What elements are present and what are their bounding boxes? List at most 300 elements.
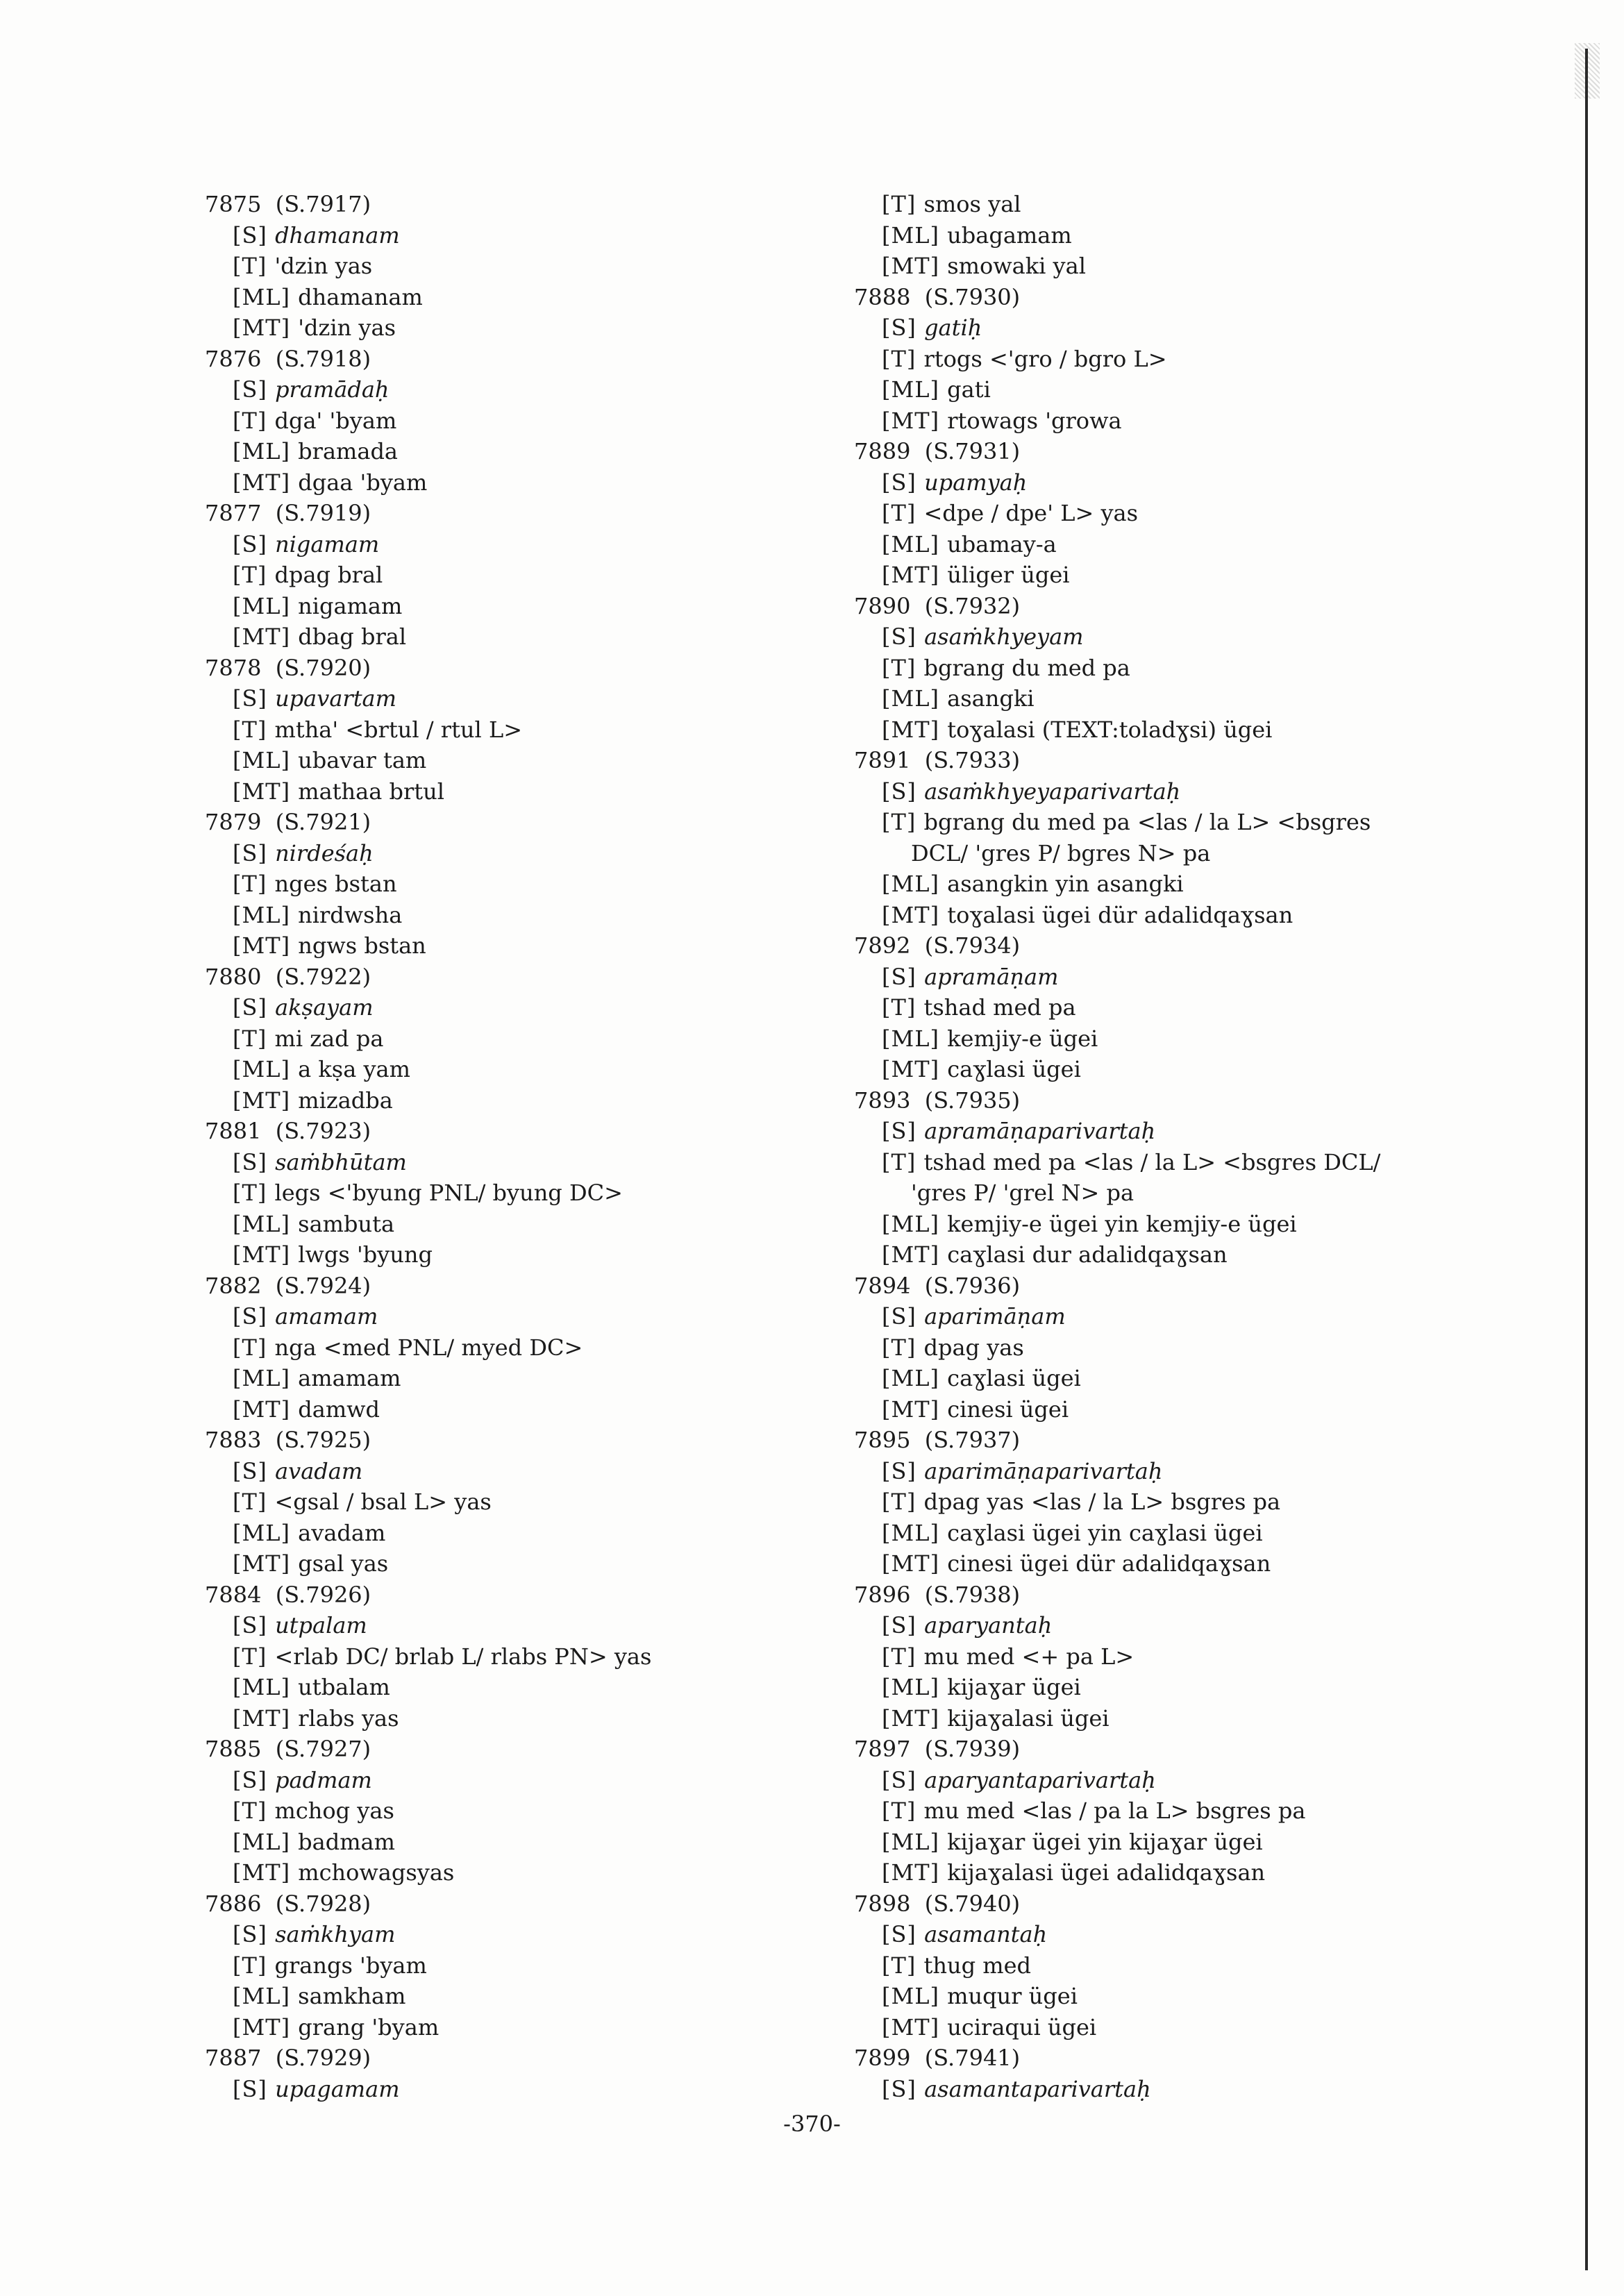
field-tag: [S] <box>233 1766 276 1793</box>
field-tag: [S] <box>233 839 276 866</box>
mongol-lit-line-text: ubamay-a <box>947 530 1057 558</box>
entry-ref: (S.7929) <box>275 2045 371 2071</box>
mongol-trans-line <box>205 1394 899 1425</box>
mongol-lit-line <box>854 1363 1548 1394</box>
field-tag: [ML] <box>882 871 948 897</box>
field-tag: [T] <box>233 1334 275 1361</box>
field-tag: [S] <box>233 1457 276 1484</box>
mongol-lit-line <box>854 220 1548 251</box>
tibetan-line <box>205 251 899 282</box>
tibetan-line <box>205 1178 899 1209</box>
right-column <box>854 189 1548 2104</box>
field-tag: [ML] <box>882 1983 948 2009</box>
mongol-trans-line-text: uciraqui ügei <box>947 2013 1097 2041</box>
entry-number <box>854 1425 1548 1456</box>
entry-ref: (S.7925) <box>275 1427 371 1453</box>
field-tag: [MT] <box>233 1859 299 1886</box>
sanskrit-line <box>854 776 1548 807</box>
mongol-lit-line-text: nirdwsha <box>298 901 403 928</box>
field-tag: [ML] <box>233 1674 299 1700</box>
entry-ref: (S.7928) <box>275 1890 371 1917</box>
field-tag: [T] <box>233 871 275 897</box>
mongol-trans-line-text: dbag bral <box>298 623 407 650</box>
tibetan-line <box>854 1147 1548 1178</box>
entry-id: 7882 <box>205 1272 262 1299</box>
field-tag: [ML] <box>882 376 948 403</box>
mongol-lit-line <box>205 1054 899 1085</box>
tibetan-line-text: dpag yas <box>923 1334 1024 1361</box>
entry-ref: (S.7938) <box>924 1581 1021 1608</box>
entry-ref: (S.7927) <box>275 1736 371 1762</box>
mongol-trans-line <box>854 1857 1548 1888</box>
tibetan-line-text: <rlab DC/ brlab L/ rlabs PN> yas <box>274 1643 652 1670</box>
field-tag: [MT] <box>882 1056 948 1082</box>
mongol-lit-line-text: sambuta <box>298 1210 395 1237</box>
field-tag: [MT] <box>882 1550 948 1577</box>
field-tag: [S] <box>882 1921 925 1947</box>
field-tag: [S] <box>882 623 925 650</box>
mongol-trans-line-text: caɣlasi ügei <box>947 1056 1081 1082</box>
entry-number <box>854 282 1548 313</box>
entry-number <box>854 1888 1548 1920</box>
mongol-lit-line-text: a kṣa yam <box>298 1056 410 1082</box>
field-tag: [MT] <box>233 1241 299 1268</box>
tibetan-line-text: dga' 'byam <box>274 407 397 434</box>
entry-ref: (S.7936) <box>924 1272 1021 1299</box>
sanskrit-line-text: pramādaḥ <box>275 376 390 403</box>
entry-id: 7878 <box>205 654 262 681</box>
tibetan-line <box>854 653 1548 684</box>
mongol-trans-line <box>854 1239 1548 1271</box>
sanskrit-line-text: dhamanam <box>275 221 400 249</box>
entry-number <box>205 962 899 993</box>
entry-ref: (S.7926) <box>275 1581 371 1608</box>
mongol-trans-line <box>854 900 1548 931</box>
field-tag: [ML] <box>233 901 299 928</box>
field-tag: [T] <box>882 1148 924 1175</box>
entry-ref: (S.7937) <box>924 1427 1021 1453</box>
mongol-trans-line-text: ngws bstan <box>298 932 426 959</box>
mongol-lit-line <box>854 869 1548 900</box>
sanskrit-line-text: asaṁkhyeyam <box>924 623 1084 650</box>
mongol-trans-line-text: smowaki yal <box>947 253 1086 279</box>
field-tag: [T] <box>882 1798 924 1824</box>
mongol-lit-line <box>205 1981 899 2012</box>
field-tag: [MT] <box>882 1396 948 1423</box>
field-tag: [MT] <box>233 2013 299 2041</box>
mongol-trans-line-text: rtowags 'growa <box>947 407 1122 434</box>
mongol-lit-line <box>205 1363 899 1394</box>
field-tag: [MT] <box>233 469 299 496</box>
field-tag: [T] <box>882 191 924 217</box>
mongol-lit-line <box>205 436 899 467</box>
field-tag: [S] <box>882 469 925 496</box>
mongol-trans-line <box>854 1394 1548 1425</box>
mongol-lit-line <box>854 683 1548 714</box>
field-tag: [MT] <box>882 1241 948 1268</box>
tibetan-line <box>205 560 899 591</box>
entry-ref: (S.7941) <box>924 2045 1021 2071</box>
entry-id: 7879 <box>205 809 262 835</box>
entry-id: 7886 <box>205 1890 262 1917</box>
tibetan-line-text: rtogs <'gro / bgro L> <box>923 345 1167 372</box>
tibetan-line-text: dpag bral <box>274 562 383 588</box>
field-tag: [T] <box>233 562 275 588</box>
field-tag: [ML] <box>882 1365 948 1391</box>
field-tag: [S] <box>233 530 276 558</box>
tibetan-line <box>854 344 1548 375</box>
tibetan-line <box>205 714 899 746</box>
sanskrit-line-text: aparimāṇaparivartaḥ <box>924 1457 1163 1484</box>
entry-id: 7893 <box>854 1087 911 1114</box>
sanskrit-line <box>854 1301 1548 1332</box>
mongol-trans-line-text: mathaa brtul <box>298 778 444 805</box>
field-tag: [ML] <box>233 283 299 310</box>
entry-id: 7889 <box>854 438 911 464</box>
field-tag: [S] <box>882 1457 925 1484</box>
mongol-trans-line-text: üliger ügei <box>947 562 1070 588</box>
field-tag: [ML] <box>882 1828 948 1855</box>
sanskrit-line <box>854 1456 1548 1487</box>
field-tag: [S] <box>882 315 925 341</box>
sanskrit-line-text: upamyaḥ <box>924 469 1028 496</box>
field-tag: [MT] <box>882 1859 948 1886</box>
field-tag: [ML] <box>882 1674 948 1700</box>
tibetan-line-text: mtha' <brtul / rtul L> <box>274 716 522 743</box>
field-tag: [ML] <box>233 438 299 464</box>
field-tag: [T] <box>233 1952 275 1979</box>
entry-id: 7895 <box>854 1427 911 1453</box>
entry-number <box>854 745 1548 776</box>
sanskrit-line-text: gatiḥ <box>924 315 982 341</box>
sanskrit-line <box>205 838 899 869</box>
tibetan-line-cont <box>854 838 1548 869</box>
field-tag: [ML] <box>233 747 299 773</box>
mongol-lit-line <box>854 1981 1548 2012</box>
tibetan-line <box>205 1486 899 1518</box>
sanskrit-line-text: upavartam <box>275 685 396 712</box>
mongol-trans-line-text: rlabs yas <box>298 1704 399 1732</box>
sanskrit-line-text: saṁbhūtam <box>275 1148 407 1175</box>
field-tag: [S] <box>233 685 276 712</box>
tibetan-line-text: 'dzin yas <box>274 253 373 279</box>
tibetan-line-text: tshad med pa <las / la L> <bsgres DCL/ <box>923 1148 1381 1175</box>
mongol-lit-line-text: bramada <box>298 438 398 464</box>
entry-ref: (S.7918) <box>275 345 371 372</box>
tibetan-line-text: mi zad pa <box>274 1025 384 1052</box>
mongol-lit-line-text: badmam <box>298 1828 395 1855</box>
field-tag: [T] <box>233 1025 275 1052</box>
mongol-lit-line <box>854 1023 1548 1055</box>
field-tag: [S] <box>882 1303 925 1330</box>
tibetan-line-cont-text: DCL/ 'gres P/ bgres N> pa <box>911 839 1211 866</box>
sanskrit-line <box>854 2074 1548 2105</box>
field-tag: [T] <box>882 1334 924 1361</box>
mongol-lit-line-text: ubavar tam <box>298 747 427 773</box>
page-number: -370- <box>783 2111 841 2137</box>
field-tag: [T] <box>233 716 275 743</box>
sanskrit-line <box>205 2074 899 2105</box>
entry-id: 7876 <box>205 345 262 372</box>
field-tag: [S] <box>233 221 276 249</box>
sanskrit-line <box>205 529 899 560</box>
entry-number <box>205 807 899 838</box>
sanskrit-line-text: aparyantaḥ <box>924 1612 1053 1639</box>
mongol-lit-line-text: nigamam <box>298 592 403 619</box>
mongol-lit-line <box>205 591 899 622</box>
mongol-lit-line-text: gati <box>947 376 991 403</box>
sanskrit-line <box>854 962 1548 993</box>
entry-id: 7897 <box>854 1736 911 1762</box>
field-tag: [T] <box>882 1489 924 1515</box>
entry-ref: (S.7921) <box>275 809 371 835</box>
field-tag: [S] <box>233 1148 276 1175</box>
field-tag: [T] <box>233 407 275 434</box>
sanskrit-line-text: nirdeśaḥ <box>275 839 374 866</box>
mongol-trans-line-text: kijaɣalasi ügei adalidqaɣsan <box>947 1859 1266 1886</box>
mongol-trans-line <box>205 2012 899 2043</box>
mongol-trans-line <box>205 1857 899 1888</box>
tibetan-line <box>854 1332 1548 1364</box>
field-tag: [S] <box>233 1921 276 1947</box>
sanskrit-line <box>854 1116 1548 1147</box>
tibetan-line <box>854 1641 1548 1673</box>
mongol-trans-line <box>854 1548 1548 1579</box>
field-tag: [MT] <box>233 1396 299 1423</box>
mongol-trans-line-text: cinesi ügei <box>947 1396 1069 1423</box>
field-tag: [MT] <box>882 562 948 588</box>
mongol-trans-line <box>854 1054 1548 1085</box>
mongol-lit-line <box>205 1827 899 1858</box>
entry-number <box>854 1734 1548 1765</box>
entry-id: 7892 <box>854 932 911 959</box>
tibetan-line <box>205 405 899 437</box>
mongol-lit-line-text: avadam <box>298 1519 386 1546</box>
entry-ref: (S.7940) <box>924 1890 1021 1917</box>
entry-id: 7887 <box>205 2045 262 2071</box>
field-tag: [MT] <box>233 1087 299 1114</box>
mongol-lit-line <box>854 374 1548 405</box>
entry-number <box>205 344 899 375</box>
entry-ref: (S.7917) <box>275 191 371 217</box>
sanskrit-line <box>854 312 1548 344</box>
field-tag: [T] <box>233 253 275 279</box>
field-tag: [ML] <box>882 530 948 558</box>
tibetan-line <box>205 1023 899 1055</box>
mongol-lit-line-text: kijaɣar ügei yin kijaɣar ügei <box>947 1828 1263 1855</box>
field-tag: [MT] <box>233 315 299 341</box>
sanskrit-line <box>205 1456 899 1487</box>
sanskrit-line-text: apramāṇaparivartaḥ <box>924 1118 1156 1144</box>
entry-ref: (S.7922) <box>275 963 371 990</box>
sanskrit-line-text: apramāṇam <box>924 963 1059 990</box>
field-tag: [ML] <box>233 1365 299 1391</box>
mongol-lit-line-text: dhamanam <box>298 283 423 310</box>
mongol-lit-line-text: asangkin yin asangki <box>947 871 1184 897</box>
entry-ref: (S.7920) <box>275 654 371 681</box>
field-tag: [T] <box>882 345 924 372</box>
left-column <box>205 189 899 2104</box>
mongol-lit-line <box>854 1209 1548 1240</box>
mongol-trans-line <box>854 560 1548 591</box>
entry-number <box>854 591 1548 622</box>
mongol-trans-line <box>205 621 899 653</box>
tibetan-line-text: mu med <las / pa la L> bsgres pa <box>923 1798 1306 1824</box>
entry-number <box>205 2043 899 2074</box>
tibetan-line-text: grangs 'byam <box>274 1952 427 1979</box>
mongol-trans-line <box>205 930 899 962</box>
field-tag: [ML] <box>233 592 299 619</box>
tibetan-line-cont <box>854 1178 1548 1209</box>
sanskrit-line <box>205 1301 899 1332</box>
entry-number <box>205 498 899 529</box>
tibetan-line-text: tshad med pa <box>923 994 1076 1021</box>
sanskrit-line-text: akṣayam <box>275 994 374 1021</box>
sanskrit-line <box>205 1919 899 1950</box>
mongol-lit-line <box>854 1827 1548 1858</box>
mongol-lit-line-text: kemjiy-e ügei <box>947 1025 1098 1052</box>
entry-ref: (S.7924) <box>275 1272 371 1299</box>
field-tag: [T] <box>882 1643 924 1670</box>
entry-number <box>854 1579 1548 1611</box>
field-tag: [ML] <box>882 685 948 712</box>
mongol-trans-line-text: caɣlasi dur adalidqaɣsan <box>947 1241 1228 1268</box>
sanskrit-line <box>205 683 899 714</box>
field-tag: [S] <box>882 963 925 990</box>
entry-number <box>205 653 899 684</box>
mongol-trans-line-text: toɣalasi (TEXT:toladɣsi) ügei <box>947 716 1273 743</box>
sanskrit-line <box>205 1147 899 1178</box>
entry-id: 7875 <box>205 191 262 217</box>
tibetan-line <box>854 992 1548 1023</box>
tibetan-line-text: mu med <+ pa L> <box>923 1643 1135 1670</box>
mongol-trans-line <box>205 1703 899 1734</box>
sanskrit-line-text: amamam <box>275 1303 378 1330</box>
entry-ref: (S.7930) <box>924 283 1021 310</box>
field-tag: [S] <box>882 778 925 805</box>
sanskrit-line <box>205 374 899 405</box>
entry-number <box>205 1116 899 1147</box>
entry-ref: (S.7923) <box>275 1118 371 1144</box>
mongol-lit-line <box>854 1518 1548 1549</box>
field-tag: [ML] <box>233 1519 299 1546</box>
entry-number <box>854 930 1548 962</box>
field-tag: [T] <box>882 994 924 1021</box>
field-tag: [ML] <box>233 1983 299 2009</box>
tibetan-line-text: thug med <box>923 1952 1031 1979</box>
mongol-trans-line-text: mchowagsyas <box>298 1859 455 1886</box>
entry-id: 7898 <box>854 1890 911 1917</box>
field-tag: [S] <box>882 2075 925 2102</box>
tibetan-line-text: bgrang du med pa <las / la L> <bsgres <box>923 809 1371 835</box>
sanskrit-line-text: asamantaḥ <box>924 1921 1048 1947</box>
field-tag: [S] <box>882 1612 925 1639</box>
mongol-trans-line <box>205 776 899 807</box>
sanskrit-line <box>205 1765 899 1796</box>
tibetan-line <box>205 1795 899 1827</box>
mongol-lit-line-text: utbalam <box>298 1674 390 1700</box>
mongol-trans-line-text: cinesi ügei dür adalidqaɣsan <box>947 1550 1271 1577</box>
field-tag: [MT] <box>882 2013 948 2041</box>
entry-id: 7890 <box>854 592 911 619</box>
tibetan-line-cont-text: 'gres P/ 'grel N> pa <box>911 1180 1135 1206</box>
field-tag: [MT] <box>882 1704 948 1732</box>
tibetan-line-text: nges bstan <box>274 871 397 897</box>
field-tag: [MT] <box>233 1704 299 1732</box>
mongol-trans-line-text: 'dzin yas <box>298 315 396 341</box>
entry-id: 7881 <box>205 1118 262 1144</box>
mongol-trans-line-text: lwgs 'byung <box>298 1241 433 1268</box>
sanskrit-line <box>854 467 1548 498</box>
mongol-trans-line <box>854 1703 1548 1734</box>
entry-ref: (S.7931) <box>924 438 1021 464</box>
field-tag: [ML] <box>233 1828 299 1855</box>
mongol-trans-line-text: toɣalasi ügei dür adalidqaɣsan <box>947 901 1294 928</box>
field-tag: [S] <box>233 1612 276 1639</box>
mongol-trans-line <box>205 467 899 498</box>
field-tag: [T] <box>233 1489 275 1515</box>
entry-number <box>205 189 899 220</box>
tibetan-line <box>205 1950 899 1981</box>
mongol-lit-line <box>205 1672 899 1703</box>
entry-id: 7891 <box>854 747 911 773</box>
mongol-lit-line <box>205 1518 899 1549</box>
field-tag: [ML] <box>882 1210 948 1237</box>
tibetan-line-text: <gsal / bsal L> yas <box>274 1489 492 1515</box>
entry-ref: (S.7919) <box>275 500 371 526</box>
field-tag: [T] <box>882 500 924 526</box>
mongol-lit-line-text: ubagamam <box>947 221 1072 249</box>
entry-number <box>205 1888 899 1920</box>
mongol-trans-line <box>854 405 1548 437</box>
tibetan-line <box>854 807 1548 838</box>
field-tag: [MT] <box>233 932 299 959</box>
field-tag: [S] <box>233 2075 276 2102</box>
entry-ref: (S.7934) <box>924 932 1021 959</box>
entry-number <box>854 1271 1548 1302</box>
sanskrit-line-text: utpalam <box>275 1612 367 1639</box>
mongol-trans-line <box>205 1239 899 1271</box>
entry-ref: (S.7932) <box>924 592 1021 619</box>
mongol-trans-line <box>205 1085 899 1116</box>
tibetan-line <box>205 869 899 900</box>
sanskrit-line <box>854 1919 1548 1950</box>
tibetan-line-text: <dpe / dpe' L> yas <box>923 500 1139 526</box>
tibetan-line-text: legs <'byung PNL/ byung DC> <box>274 1180 623 1206</box>
field-tag: [T] <box>233 1798 275 1824</box>
field-tag: [MT] <box>882 716 948 743</box>
entry-id: 7894 <box>854 1272 911 1299</box>
mongol-trans-line <box>854 2012 1548 2043</box>
entry-number <box>205 1271 899 1302</box>
field-tag: [T] <box>233 1180 275 1206</box>
entry-id: 7888 <box>854 283 911 310</box>
tibetan-line-text: bgrang du med pa <box>923 654 1130 681</box>
mongol-lit-line-text: amamam <box>298 1365 401 1391</box>
mongol-trans-line <box>205 1548 899 1579</box>
entry-number <box>854 2043 1548 2074</box>
sanskrit-line-text: aparyantaparivartaḥ <box>924 1766 1156 1793</box>
entry-number <box>205 1734 899 1765</box>
mongol-lit-line <box>205 900 899 931</box>
field-tag: [S] <box>233 1303 276 1330</box>
entry-number <box>854 1085 1548 1116</box>
entry-number <box>205 1425 899 1456</box>
field-tag: [MT] <box>882 253 948 279</box>
sanskrit-line-text: asamantaparivartaḥ <box>924 2075 1151 2102</box>
mongol-trans-line <box>854 251 1548 282</box>
field-tag: [MT] <box>233 778 299 805</box>
